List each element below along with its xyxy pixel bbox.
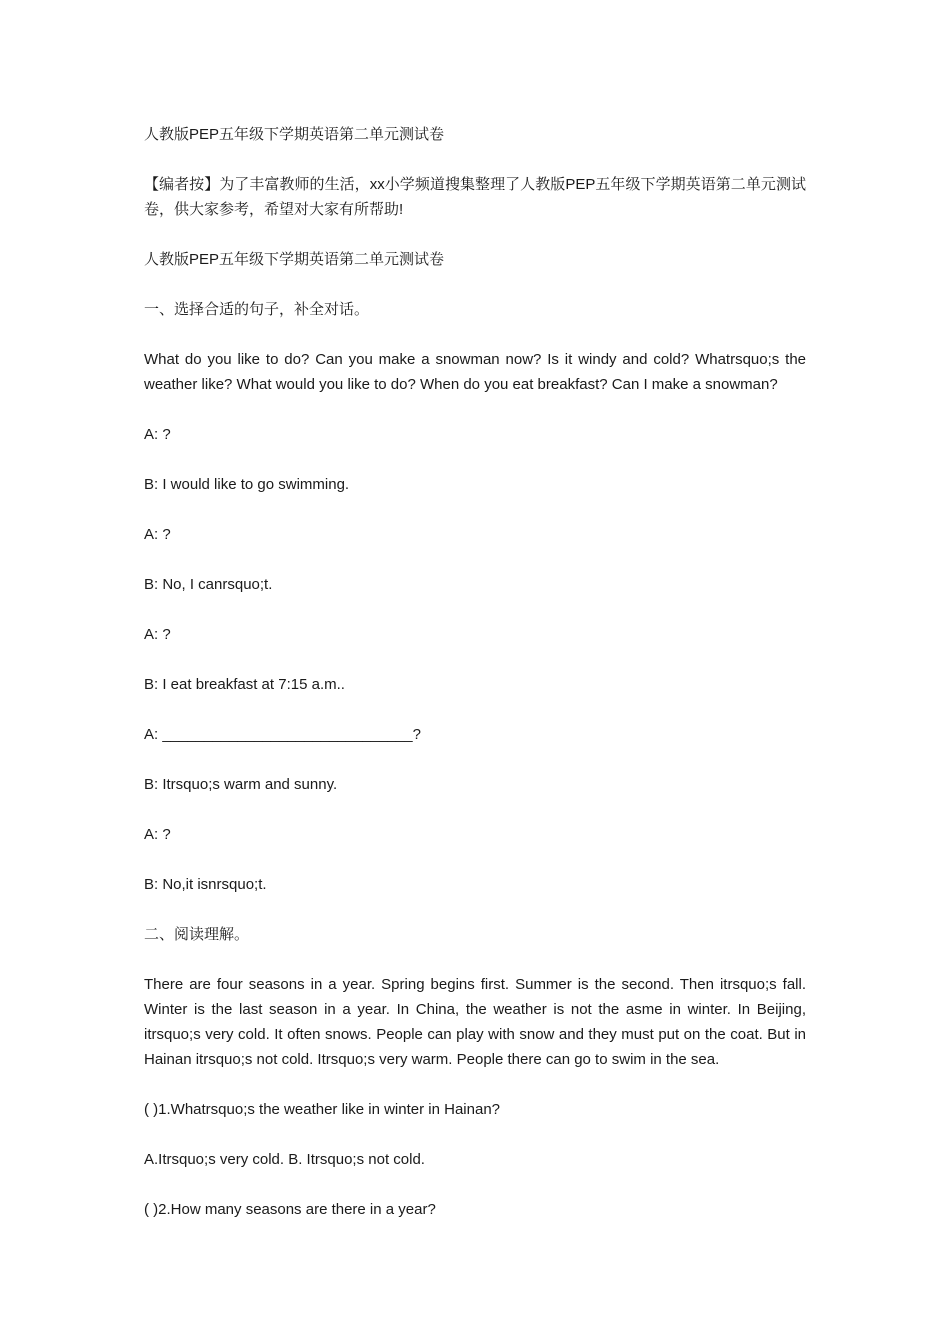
document-page <box>144 122 806 1247</box>
dialogue-line: B: No,it isnrsquo;t. <box>144 876 267 893</box>
section1-options: What do you like to do? Can you make a snowman now? Is it windy and cold? Whatrsquo;s the weather like? What would you like to do? When do you eat breakfast? Can I make a snowman? <box>144 351 806 393</box>
dialogue-line: B: I would like to go swimming. <box>144 476 350 493</box>
section2-heading: 二、阅读理解。 <box>144 926 250 943</box>
dialogue-line: B: No, I canrsquo;t. <box>144 576 273 593</box>
dialogue-line: B: I eat breakfast at 7:15 a.m.. <box>144 676 345 693</box>
dialogue-line: A: ? <box>144 626 171 643</box>
editor-note: 【编者按】为了丰富教师的生活，xx小学频道搜集整理了人教版PEP五年级下学期英语第二单元测试卷，供大家参考，希望对大家有所帮助! <box>144 176 806 218</box>
question-line: ( )2.How many seasons are there in a year? <box>144 1201 436 1218</box>
question-line: ( )1.Whatrsquo;s the weather like in winter in Hainan? <box>144 1101 501 1118</box>
dialogue-line: A: ? <box>144 426 171 443</box>
document-title: 人教版PEP五年级下学期英语第二单元测试卷 <box>144 126 445 143</box>
dialogue-line: A: ? <box>144 526 171 543</box>
section1-heading: 一、选择合适的句子，补全对话。 <box>144 301 370 318</box>
dialogue-line: A: ______________________________? <box>144 726 421 743</box>
document-subtitle: 人教版PEP五年级下学期英语第二单元测试卷 <box>144 251 445 268</box>
reading-passage: There are four seasons in a year. Spring begins first. Summer is the second. Then itrsquo;s fall. Winter is the last season in a year. In China, the weather is not the asme in winter. In Beijing, itrsquo;s very cold. It often snows. People can play with snow and they must put on the coat. But in Hainan itrsquo;s not cold. Itrsquo;s very warm. People there can go to swim in the sea. <box>144 976 806 1068</box>
dialogue-line: B: Itrsquo;s warm and sunny. <box>144 776 338 793</box>
dialogue-line: A: ? <box>144 826 171 843</box>
question-line: A.Itrsquo;s very cold. B. Itrsquo;s not cold. <box>144 1151 425 1168</box>
